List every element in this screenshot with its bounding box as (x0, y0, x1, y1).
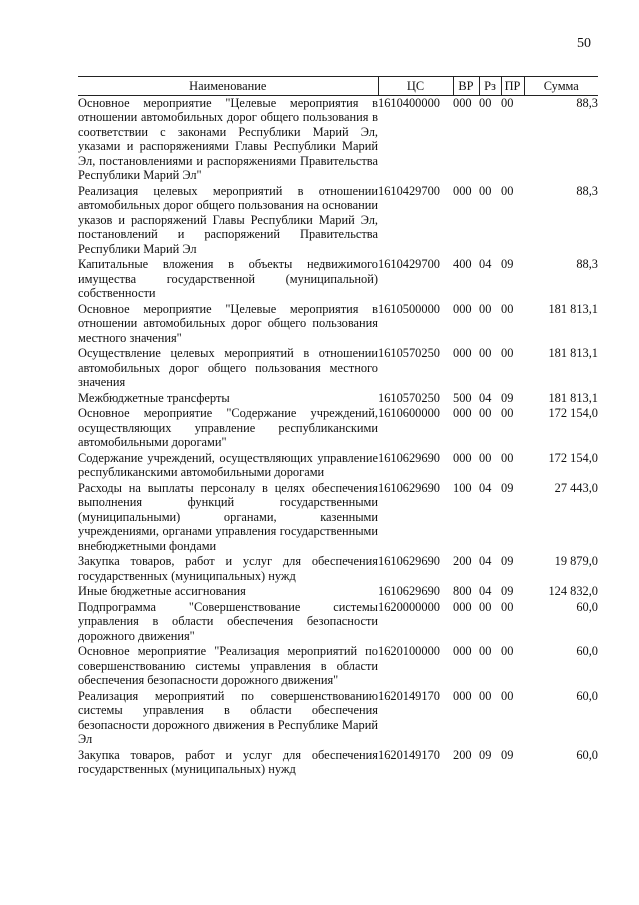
table-row (78, 391, 598, 407)
row-cs: 1610570250 (378, 390, 440, 405)
row-name: Основное мероприятие "Реализация мероприятий по совершенствованию системы управления в области обеспечения безопасности дорожного движения" (78, 644, 378, 687)
row-cs: 1610429700 (378, 183, 440, 198)
row-cs: 1620149170 (378, 747, 440, 762)
row-rz: 00 (479, 346, 492, 360)
table-row (78, 554, 598, 584)
row-vr: 400 (453, 257, 472, 271)
row-sum: 181 813,1 (548, 346, 598, 360)
row-vr: 200 (453, 747, 472, 762)
row-rz: 00 (479, 450, 492, 465)
row-name: Реализация целевых мероприятий в отношении автомобильных дорог общего пользования на основании указов и распоряжений Главы Республики Марий Эл, постановлений и распоряжений Правительства Республики Марий Эл (78, 183, 378, 256)
row-pr: 00 (501, 406, 514, 420)
row-pr: 00 (501, 183, 514, 198)
row-name: Расходы на выплаты персоналу в целях обеспечения выполнения функций государственными (муниципальными) органами, казенными учреждениями, органами управления государственными внебюджетными фондами (78, 480, 378, 553)
header-sum: Сумма (524, 77, 598, 96)
row-cs: 1620149170 (378, 688, 440, 703)
row-cs: 1610600000 (378, 406, 440, 420)
row-sum: 19 879,0 (554, 554, 598, 568)
row-sum: 181 813,1 (548, 301, 598, 316)
table-row (78, 451, 598, 481)
row-name: Основное мероприятие "Целевые мероприятия в отношении автомобильных дорог общего пользования местного значения" (78, 301, 378, 345)
page-number: 50 (577, 36, 591, 51)
row-sum: 88,3 (576, 95, 598, 110)
row-sum: 60,0 (576, 599, 598, 614)
row-pr: 00 (501, 301, 514, 316)
row-cs: 1620100000 (378, 644, 440, 658)
row-cs: 1610400000 (378, 95, 440, 110)
row-cs: 1610429700 (378, 257, 440, 271)
row-sum: 27 443,0 (554, 480, 598, 495)
row-sum: 181 813,1 (548, 390, 598, 405)
row-vr: 000 (453, 450, 472, 465)
table-row (78, 689, 598, 748)
row-vr: 000 (453, 301, 472, 316)
row-sum: 172 154,0 (548, 406, 598, 420)
row-name: Содержание учреждений, осуществляющих управление республиканскими автомобильными дорогами (78, 450, 378, 479)
row-vr: 000 (453, 346, 472, 360)
row-pr: 09 (501, 390, 514, 405)
row-sum: 172 154,0 (548, 450, 598, 465)
table-header-row (78, 77, 598, 96)
row-cs: 1610570250 (378, 346, 440, 360)
row-name: Закупка товаров, работ и услуг для обеспечения государственных (муниципальных) нужд (78, 554, 378, 583)
row-cs: 1610629690 (378, 554, 440, 568)
row-rz: 04 (479, 584, 492, 598)
row-vr: 000 (453, 183, 472, 198)
row-sum: 88,3 (576, 183, 598, 198)
row-sum: 60,0 (576, 688, 598, 703)
budget-table (78, 76, 598, 778)
row-vr: 000 (453, 644, 472, 658)
row-rz: 04 (479, 480, 492, 495)
table-row (78, 584, 598, 600)
row-name: Закупка товаров, работ и услуг для обеспечения государственных (муниципальных) нужд (78, 747, 378, 776)
row-rz: 00 (479, 301, 492, 316)
row-vr: 000 (453, 599, 472, 614)
table-row (78, 95, 598, 184)
table-row (78, 644, 598, 689)
row-sum: 88,3 (576, 257, 598, 271)
row-pr: 00 (501, 688, 514, 703)
row-cs: 1610629690 (378, 450, 440, 465)
row-rz: 09 (479, 747, 492, 762)
table-row (78, 346, 598, 391)
row-name: Капитальные вложения в объекты недвижимого имущества государственной (муниципальной) собственности (78, 257, 378, 300)
row-vr: 000 (453, 406, 472, 420)
row-pr: 00 (501, 644, 514, 658)
row-rz: 04 (479, 554, 492, 568)
table-row (78, 184, 598, 258)
row-name: Реализация мероприятий по совершенствованию системы управления в области обеспечения безопасности дорожного движения в Республике Марий Эл (78, 688, 378, 746)
header-pr: ПР (501, 77, 524, 96)
row-rz: 00 (479, 183, 492, 198)
row-pr: 09 (501, 257, 514, 271)
table-row (78, 406, 598, 451)
row-cs: 1610629690 (378, 480, 440, 495)
table-row (78, 257, 598, 302)
header-vr: ВР (453, 77, 479, 96)
row-rz: 04 (479, 390, 492, 405)
row-name: Подпрограмма "Совершенствование системы управления в области обеспечения безопасности дорожного движения" (78, 599, 378, 643)
row-cs: 1620000000 (378, 599, 440, 614)
row-pr: 09 (501, 480, 514, 495)
row-cs: 1610629690 (378, 584, 440, 598)
row-vr: 800 (453, 584, 472, 598)
header-name: Наименование (78, 77, 378, 96)
row-name: Межбюджетные трансферты (78, 390, 230, 405)
row-rz: 00 (479, 406, 492, 420)
row-rz: 04 (479, 257, 492, 271)
row-rz: 00 (479, 644, 492, 658)
table-row (78, 481, 598, 555)
table-row (78, 748, 598, 778)
header-rz: Рз (479, 77, 501, 96)
row-name: Основное мероприятие "Целевые мероприятия в отношении автомобильных дорог общего пользования в соответствии с законами Республики Марий Эл, указами и распоряжениями Главы Республики Марий Эл, постановлениями и распоряжениями Правительства Республики Марий Эл" (78, 95, 378, 182)
row-cs: 1610500000 (378, 301, 440, 316)
row-name: Основное мероприятие "Содержание учреждений, осуществляющих управление республиканскими автомобильными дорогами" (78, 406, 378, 449)
row-pr: 00 (501, 599, 514, 614)
row-pr: 09 (501, 554, 514, 568)
row-rz: 00 (479, 599, 492, 614)
row-pr: 09 (501, 747, 514, 762)
row-name: Осуществление целевых мероприятий в отношении автомобильных дорог общего пользования местного значения (78, 346, 378, 389)
row-rz: 00 (479, 95, 492, 110)
row-vr: 000 (453, 688, 472, 703)
row-pr: 00 (501, 95, 514, 110)
row-name: Иные бюджетные ассигнования (78, 584, 246, 598)
row-sum: 60,0 (576, 747, 598, 762)
row-vr: 500 (453, 390, 472, 405)
table-row (78, 600, 598, 645)
row-sum: 124 832,0 (548, 584, 598, 598)
row-vr: 100 (453, 480, 472, 495)
row-vr: 000 (453, 95, 472, 110)
row-sum: 60,0 (576, 644, 598, 658)
row-rz: 00 (479, 688, 492, 703)
row-pr: 09 (501, 584, 514, 598)
row-pr: 00 (501, 346, 514, 360)
header-cs: ЦС (378, 77, 453, 96)
row-pr: 00 (501, 450, 514, 465)
row-vr: 200 (453, 554, 472, 568)
table-row (78, 302, 598, 347)
